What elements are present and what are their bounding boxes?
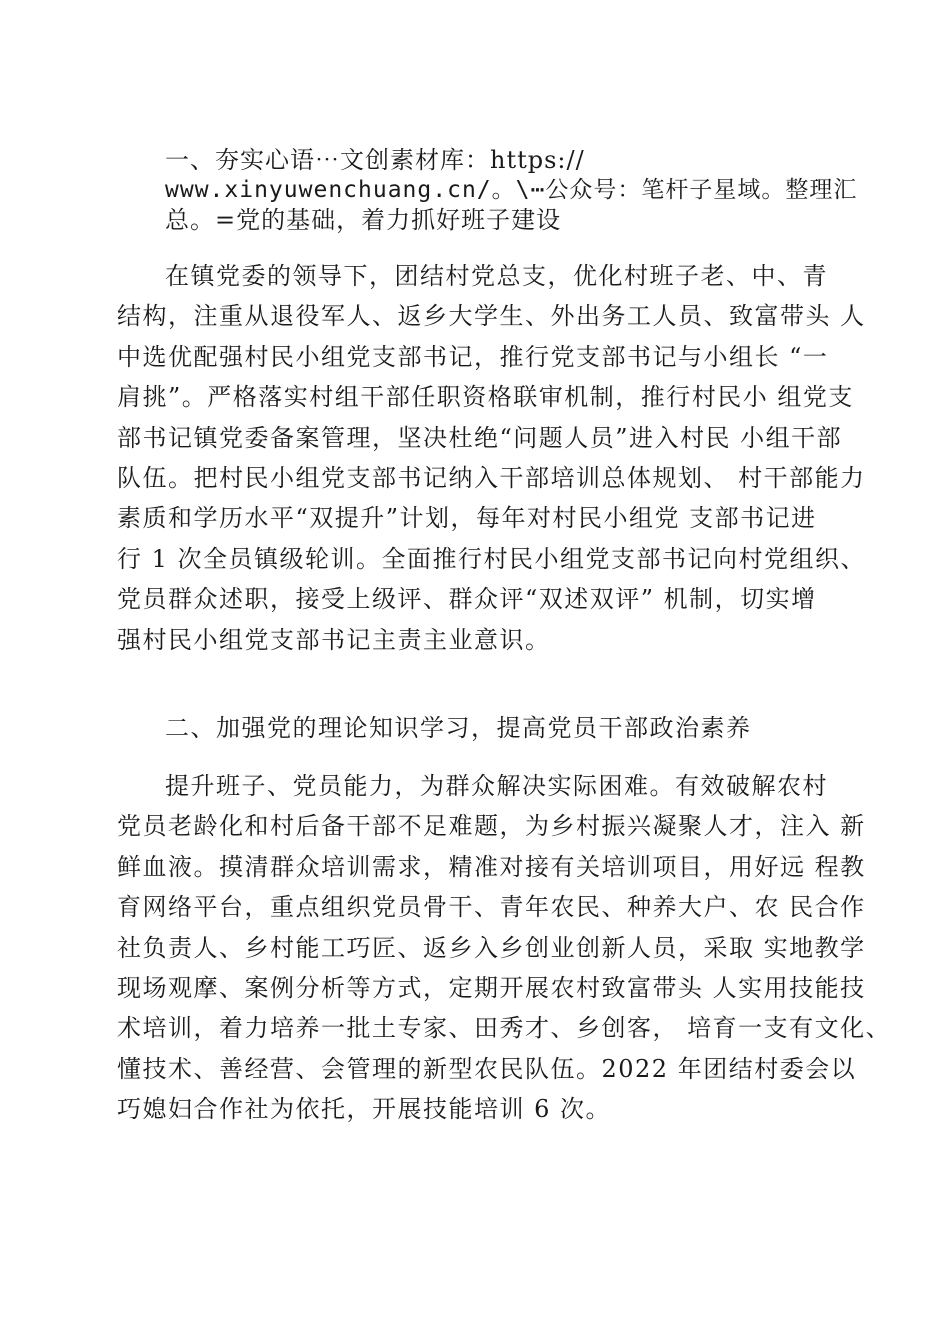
paragraph-line: 行 1 次全员镇级轮训。全面推行村民小组党支部书记向村党组织、 xyxy=(117,544,867,573)
section-1-heading xyxy=(165,145,858,235)
paragraph-line: 肩挑”。严格落实村组干部任职资格联审机制，推行村民小 组党支 xyxy=(117,383,854,412)
paragraph-line: 懂技术、善经营、会管理的新型农民队伍。2022 年团结村委会以 xyxy=(117,1054,857,1083)
paragraph-line: 育网络平台，重点组织党员骨干、青年农民、种养大户、农 民合作 xyxy=(117,893,866,922)
paragraph-line: 队伍。把村民小组党支部书记纳入干部培训总体规划、 村干部能力 xyxy=(117,464,866,493)
heading-line: www.xinyuwenchuang.cn/。\⋯公众号：笔杆子星域。整理汇 xyxy=(165,177,858,203)
paragraph-line: 在镇党委的领导下，团结村党总支，优化村班子老、中、青 xyxy=(165,262,828,290)
paragraph-line: 素质和学历水平“双提升”计划，每年对村民小组党 支部书记进 xyxy=(117,504,817,533)
paragraph-line: 术培训，着力培养一批土专家、田秀才、乡创客， 培育一支有文化、 xyxy=(117,1014,892,1043)
paragraph-line: 部书记镇党委备案管理，坚决杜绝“问题人员”进入村民 小组干部 xyxy=(117,423,843,452)
section-1-paragraph xyxy=(117,256,867,660)
paragraph-line: 现场观摩、案例分析等方式，定期开展农村致富带头 人实用技能技 xyxy=(117,974,866,1003)
paragraph-line: 社负责人、乡村能工巧匠、返乡入乡创业创新人员，采取 实地教学 xyxy=(117,933,866,962)
paragraph-line: 巧媳妇合作社为依托，开展技能培训 6 次。 xyxy=(117,1095,612,1124)
paragraph-line: 结构，注重从退役军人、返乡大学生、外出务工人员、致富带头 人 xyxy=(117,302,866,331)
section-2-title: 二、加强党的理论知识学习，提高党员干部政治素养 xyxy=(165,714,752,742)
paragraph-line: 强村民小组党支部书记主责主业意识。 xyxy=(117,625,551,654)
paragraph-line: 提升班子、党员能力，为群众解决实际困难。有效破解农村 xyxy=(165,772,828,800)
paragraph-line: 党员群众述职，接受上级评、群众评“双述双评” 机制，切实增 xyxy=(117,585,817,614)
section-2-paragraph xyxy=(117,766,892,1130)
paragraph-line: 中选优配强村民小组党支部书记，推行党支部书记与小组长 “一 xyxy=(117,342,829,371)
heading-line: 总。=党的基础，着力抓好班子建设 xyxy=(165,206,562,234)
heading-line: 一、夯实心语⋯文创素材库：https:// xyxy=(165,146,585,174)
paragraph-line: 鲜血液。摸清群众培训需求，精准对接有关培训项目，用好远 程教 xyxy=(117,852,866,881)
paragraph-line: 党员老龄化和村后备干部不足难题，为乡村振兴凝聚人才，注入 新 xyxy=(117,812,866,841)
